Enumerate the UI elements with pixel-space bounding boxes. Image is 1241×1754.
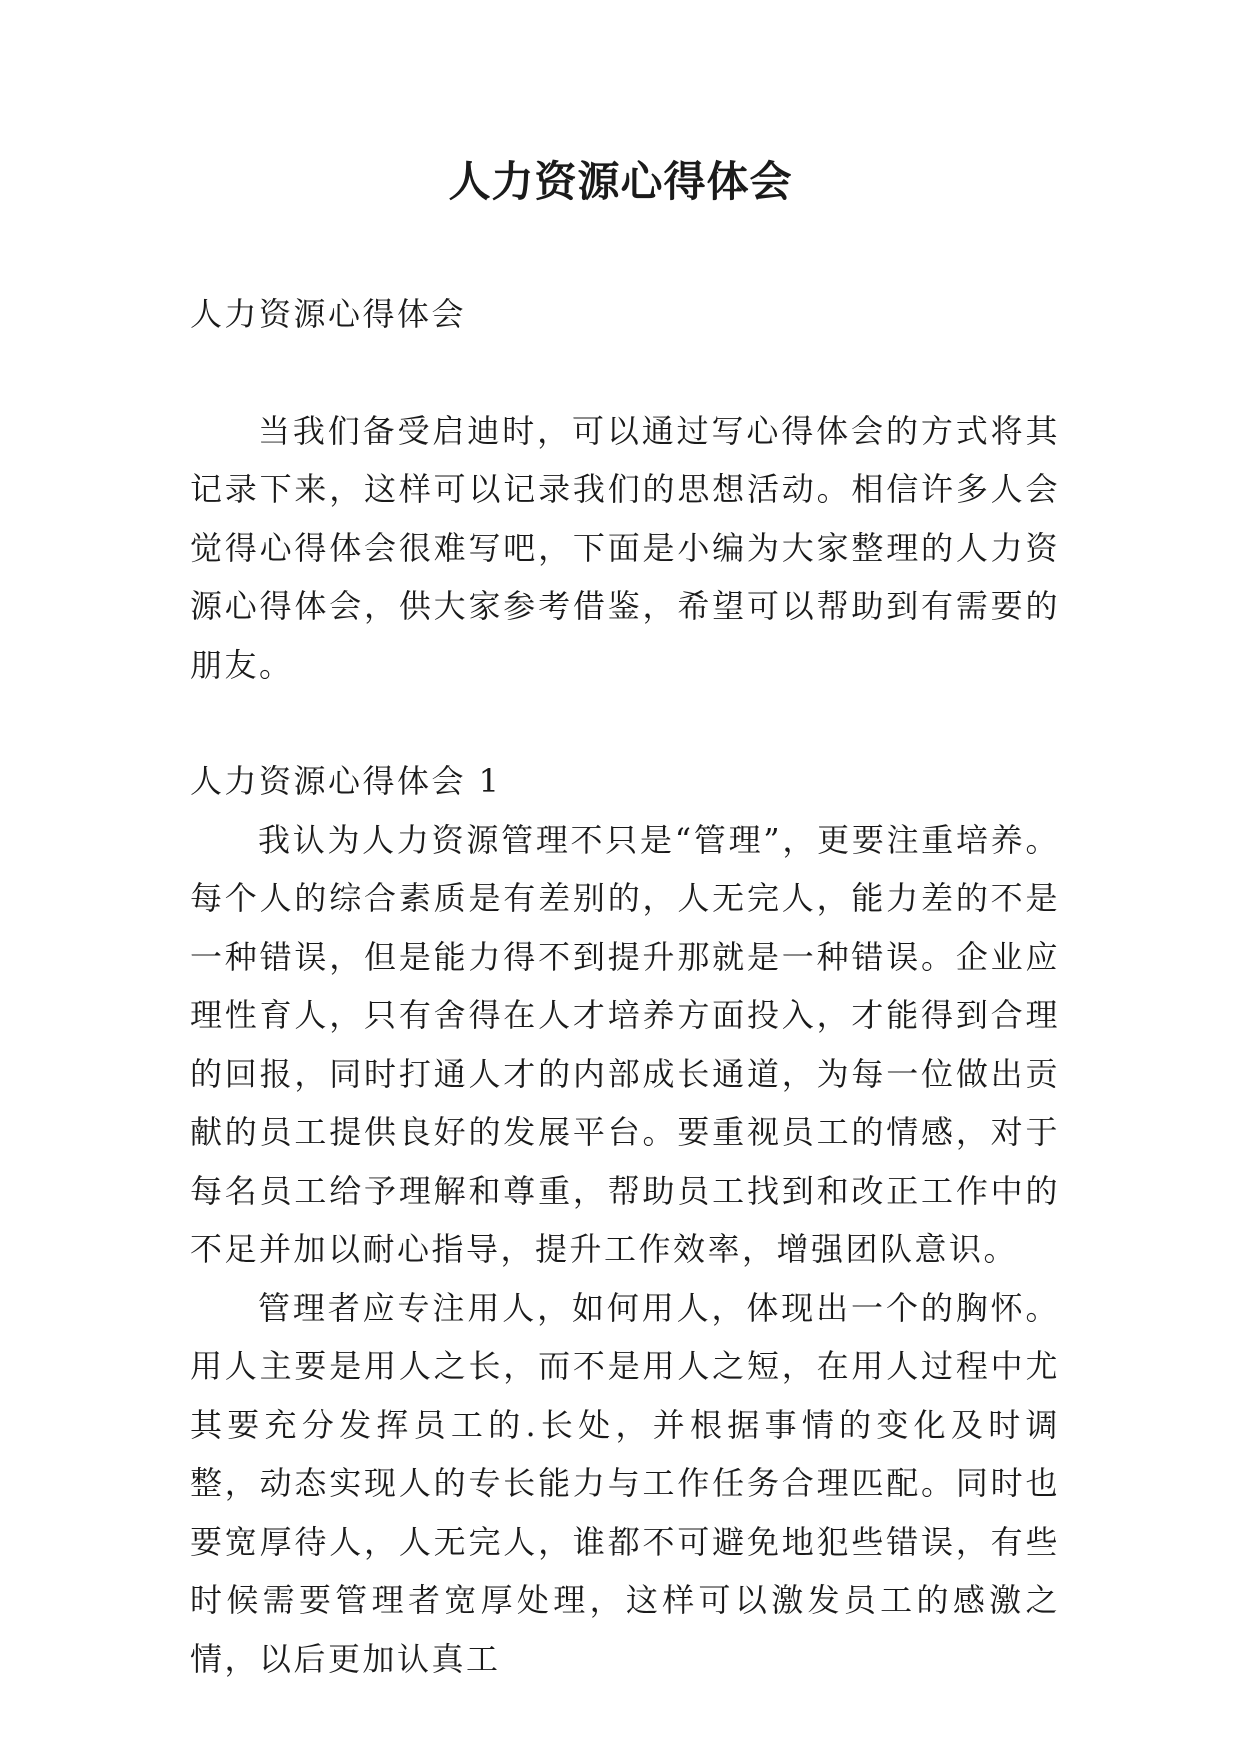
- body-paragraph: 管理者应专注用人，如何用人，体现出一个的胸怀。用人主要是用人之长，而不是用人之短，在用人过程中尤其要充分发挥员工的.长处，并根据事情的变化及时调整，动态实现人的专长能力与工作任务合理匹配。同时也要宽厚待人，人无完人，谁都不可避免地犯些错误，有些时候需要管理者宽厚处理，这样可以激发员工的感激之情，以后更加认真工: [190, 1288, 1060, 1678]
- document-title: 人力资源心得体会: [448, 157, 793, 206]
- document-subtitle: 人力资源心得体会: [190, 295, 467, 333]
- section-heading: 人力资源心得体会 1: [190, 762, 502, 800]
- intro-paragraph: 当我们备受启迪时，可以通过写心得体会的方式将其记录下来，这样可以记录我们的思想活动。相信许多人会觉得心得体会很难写吧，下面是小编为大家整理的人力资源心得体会，供大家参考借鉴，希望可以帮助到有需要的朋友。: [190, 411, 1060, 684]
- body-paragraph: 我认为人力资源管理不只是“管理”，更要注重培养。每个人的综合素质是有差别的，人无完人，能力差的不是一种错误，但是能力得不到提升那就是一种错误。企业应理性育人，只有舍得在人才培养方面投入，才能得到合理的回报，同时打通人才的内部成长通道，为每一位做出贡献的员工提供良好的发展平台。要重视员工的情感，对于每名员工给予理解和尊重，帮助员工找到和改正工作中的不足并加以耐心指导，提升工作效率，增强团队意识。: [190, 820, 1060, 1268]
- document-body: [190, 285, 1060, 1688]
